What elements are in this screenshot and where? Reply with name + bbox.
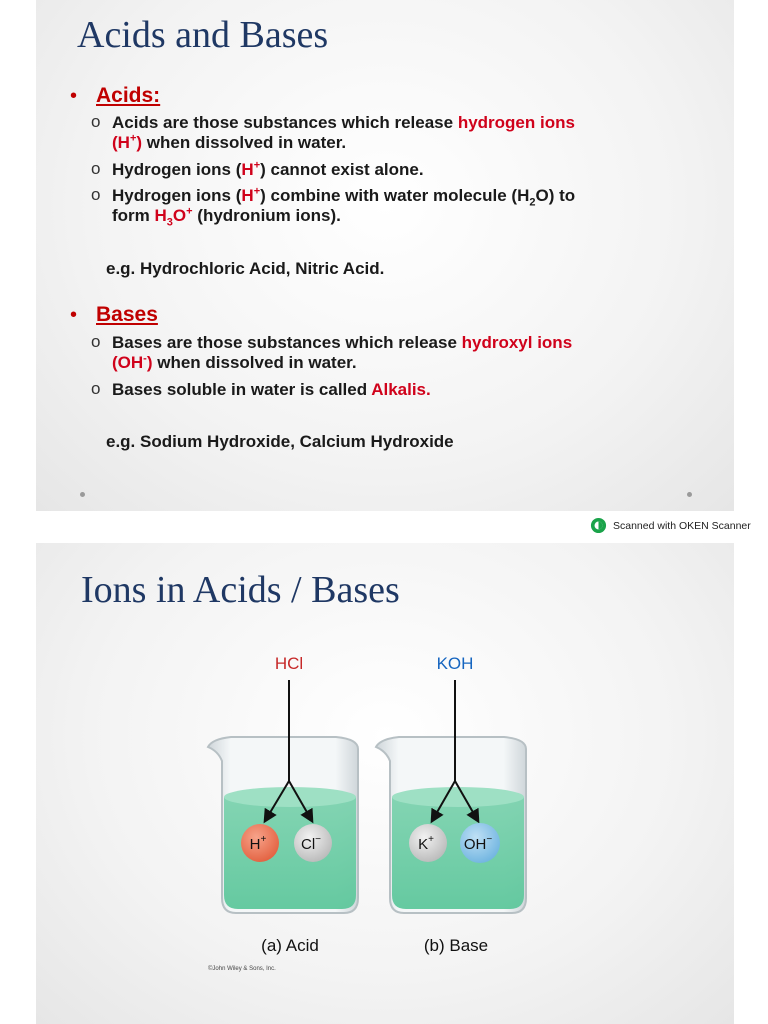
svg-text:OH−: OH−	[463, 834, 493, 853]
oh-ion	[460, 823, 500, 863]
slide-acids-and-bases	[36, 0, 734, 511]
slide-title: Acids and Bases	[77, 14, 329, 56]
bases-point-1: o Bases are those substances which release hydroxyl ions (OH-) when dissolved in water.	[91, 332, 573, 372]
acid-beaker	[208, 737, 358, 913]
acids-heading	[70, 84, 160, 108]
acid-caption: (a) Acid	[261, 936, 319, 955]
bullet-icon: •	[70, 84, 78, 107]
circle-bullet-icon: o	[91, 332, 101, 351]
circle-bullet-icon: o	[91, 379, 101, 398]
scanner-logo-icon	[590, 517, 607, 534]
bases-heading	[70, 303, 158, 327]
scanner-label: Scanned with OKEN Scanner	[613, 519, 751, 532]
acids-point-3: o Hydrogen ions (H+) combine with water molecule $(H_2O)$ to form $H_3O^+$ (hydronium ions).	[91, 185, 576, 229]
base-caption: (b) Base	[423, 936, 489, 955]
svg-text:Cl−: Cl−	[300, 834, 322, 853]
ions-diagram	[36, 543, 734, 1024]
acids-example: e.g. Hydrochloric Acid, Nitric Acid.	[106, 259, 385, 278]
svg-text:H+: H+	[249, 834, 267, 853]
base-beaker	[376, 737, 526, 913]
base-compound-label: KOH	[436, 654, 474, 673]
bases-point-2: o Bases soluble in water is called Alkalis.	[91, 379, 431, 399]
cl-ion	[294, 824, 332, 862]
slide-corner-dot	[687, 492, 692, 497]
circle-bullet-icon: o	[91, 112, 101, 131]
bases-heading-label: Bases	[96, 303, 158, 326]
acids-point-1: o Acids are those substances which release hydrogen ions (H+) when dissolved in water.	[91, 112, 575, 152]
h-ion	[241, 824, 279, 862]
acids-point-2: o Hydrogen ions (H+) cannot exist alone.	[91, 159, 424, 179]
slide-title: Ions in Acids / Bases	[81, 569, 400, 611]
slide-corner-dot	[80, 492, 85, 497]
acid-compound-label: HCl	[274, 654, 304, 673]
circle-bullet-icon: o	[91, 185, 101, 204]
svg-text:K+: K+	[418, 834, 434, 853]
copyright-credit: ©John Wiley & Sons, Inc.	[208, 966, 276, 972]
acids-heading-label: Acids:	[96, 84, 161, 107]
circle-bullet-icon: o	[91, 159, 101, 178]
k-ion	[409, 824, 447, 862]
bases-example: e.g. Sodium Hydroxide, Calcium Hydroxide	[106, 432, 454, 451]
scanner-watermark	[590, 517, 751, 534]
slide-ions-in-acids-bases	[36, 543, 734, 1024]
bullet-icon: •	[70, 303, 78, 326]
